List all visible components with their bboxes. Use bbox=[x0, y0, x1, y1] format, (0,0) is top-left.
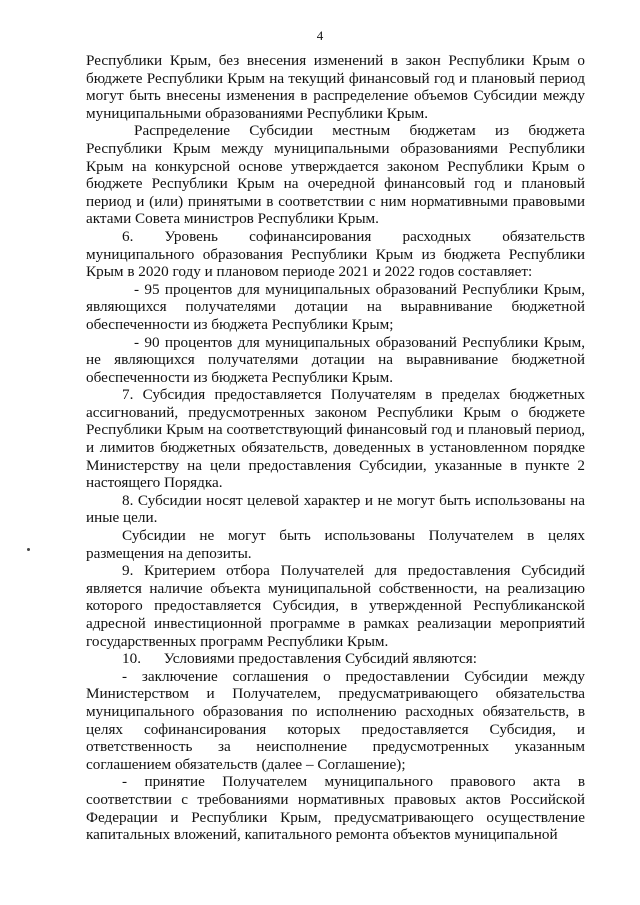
paragraph-item-6: 6. Уровень софинансирования расходных обязательств муниципального образования Республики Крым из бюджета Республики Крым в 2020 году и плановом периоде 2021 и 2022 годов составляет: bbox=[86, 227, 585, 281]
paragraph-distribution: Распределение Субсидии местным бюджетам из бюджета Республики Крым между муниципальными образованиями Республики Крым на конкурсной основе утверждается законом Республики Крым о бюджете Республики Крым на очередной финансовый год и плановый период и (или) принятыми в соответствии с ним нормативными правовыми актами Совета министров Республики Крым. bbox=[86, 122, 585, 228]
paragraph-continuation: Республики Крым, без внесения изменений в закон Республики Крым о бюджете Республики Крым на текущий финансовый год и плановый период могут быть внесены изменения в распределение объемов Субсидии между муниципальными образованиями Республики Крым. bbox=[86, 52, 585, 122]
paragraph-deposits: Субсидии не могут быть использованы Получателем в целях размещения на депозиты. bbox=[86, 527, 585, 562]
paragraph-item-9: 9. Критерием отбора Получателей для предоставления Субсидий является наличие объекта муниципальной собственности, на реализацию которого предоставляется Субсидия, в утвержденной Республиканской адресной инвестиционной программе в рамках реализации мероприятий государственных программ Республики Крым. bbox=[86, 562, 585, 650]
document-body bbox=[86, 52, 585, 844]
list-item-legal-act: - принятие Получателем муниципального правового акта в соответствии с требованиями нормативных правовых актов Российской Федерации и Республики Крым, предусматривающего осуществление капитальных вложений, капитального ремонта объектов муниципальной bbox=[86, 773, 585, 844]
paragraph-item-7: 7. Субсидия предоставляется Получателям в пределах бюджетных ассигнований, предусмотренных законом Республики Крым о бюджете Республики Крым на соответствующий финансовый год и плановый период, и лимитов бюджетных обязательств, доведенных в установленном порядке Министерству на цели предоставления Субсидии, указанные в пункте 2 настоящего Порядка. bbox=[86, 386, 585, 492]
list-item-agreement: - заключение соглашения о предоставлении Субсидии между Министерством и Получателем, предусматривающего обязательства муниципального образования по исполнению расходных обязательств, в целях софинансирования которых предоставляется Субсидия, и ответственность за неисполнение предусмотренных указанным соглашением обязательств (далее – Соглашение); bbox=[86, 667, 585, 773]
list-item-95-percent: - 95 процентов для муниципальных образований Республики Крым, являющихся получателями дотации на выравнивание бюджетной обеспеченности из бюджета Республики Крым; bbox=[86, 280, 585, 333]
page-number: 4 bbox=[316, 28, 324, 43]
scan-mark bbox=[27, 548, 30, 551]
paragraph-item-10: 10. Условиями предоставления Субсидий являются: bbox=[122, 650, 477, 668]
paragraph-item-8: 8. Субсидии носят целевой характер и не могут быть использованы на иные цели. bbox=[86, 491, 585, 527]
list-item-90-percent: - 90 процентов для муниципальных образований Республики Крым, не являющихся получателями дотации на выравнивание бюджетной обеспеченности из бюджета Республики Крым. bbox=[86, 333, 585, 386]
